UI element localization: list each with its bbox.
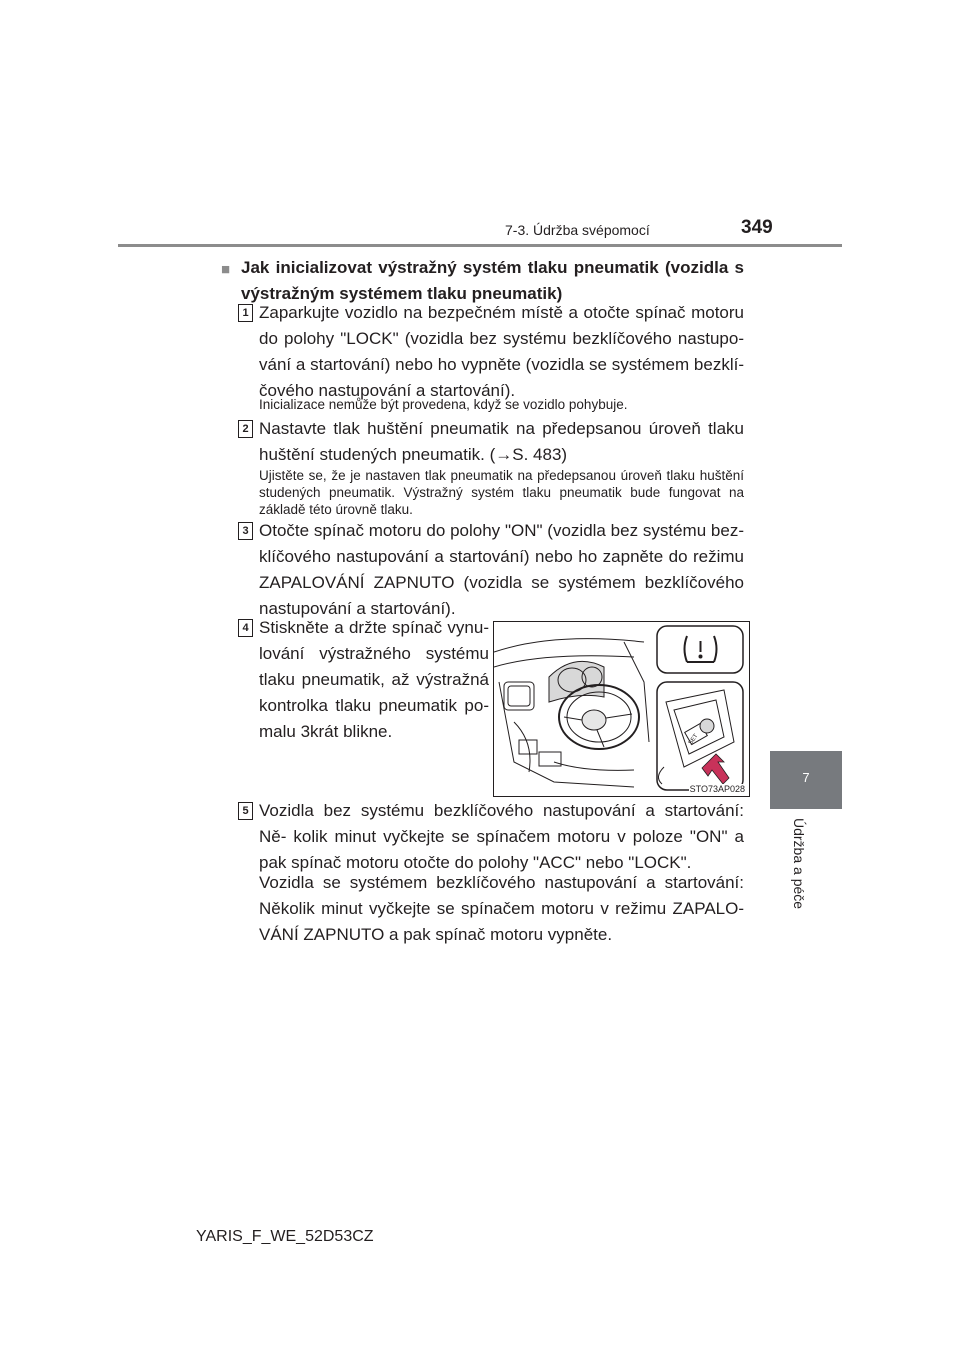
step-number-badge: 3 (238, 522, 253, 540)
step-text: Nastavte tlak huštění pneumatik na předepsanou úroveň tlaku huštění studených pneumatik. (→S. 483) (259, 419, 744, 464)
document-code: YARIS_F_WE_52D53CZ (196, 1228, 374, 1245)
step-number-badge: 5 (238, 802, 253, 820)
switch-label: SET (687, 733, 700, 747)
step-text: Vozidla bez systému bezklíčového nastupování a startování: Ně- kolik minut vyčkejte se spínačem motoru v poloze "ON" a pak spínač motoru otočte do polohy "ACC" nebo "LOCK". (259, 801, 744, 872)
running-header-section: 7-3. Údržba svépomocí (505, 222, 650, 238)
section-title: Jak inicializovat výstražný systém tlaku pneumatik (vozidla s výstražným systémem tlaku pneumatik) (241, 258, 744, 303)
page-number: 349 (741, 217, 773, 238)
figure-caption: STO73AP028 (689, 784, 745, 794)
step-note: Ujistěte se, že je nastaven tlak pneumatik na předepsanou úroveň tlaku huštění studených pneumatik. Výstražný systém tlaku pneumatik bude fungovat na základě této úrovně tlaku. (259, 468, 744, 517)
step-number-badge: 4 (238, 619, 253, 637)
step-text: Stiskněte a držte spínač vynu- lování výstražného systému tlaku pneumatik, až výstražná kontrolka tlaku pneumatik po- malu 3krát blikne. (259, 618, 489, 741)
step-text: Zaparkujte vozidlo na bezpečném místě a otočte spínač motoru do polohy "LOCK" (vozidla bez systému bezklíčového nastupo- vání a startování) nebo ho vypněte (vozidla se systémem bezklí- čového nastupování a startování). (259, 303, 744, 400)
chapter-number: 7 (802, 770, 810, 785)
step-number-badge: 2 (238, 420, 253, 438)
header-divider (118, 244, 842, 247)
step-text: Otočte spínač motoru do polohy "ON" (vozidla bez systému bez- klíčového nastupování a startování) nebo ho zapněte do režimu ZAPALOVÁNÍ ZAPNUTO (vozidla se systémem bezklíčového nastupování a startování). (259, 521, 744, 618)
dashboard-drawing (494, 622, 749, 796)
step-number-badge: 1 (238, 304, 253, 322)
dashboard-illustration (493, 621, 750, 797)
chapter-title: Údržba a péče (791, 818, 807, 910)
section-marker: ■ (221, 261, 231, 278)
chapter-title-vertical (789, 818, 809, 918)
step-text-continued: Vozidla se systémem bezklíčového nastupování a startování: Několik minut vyčkejte se spínačem motoru v režimu ZAPALO- VÁNÍ ZAPNUTO a pak spínač motoru vypněte. (259, 873, 744, 944)
step-note: Inicializace nemůže být provedena, když se vozidlo pohybuje. (259, 397, 628, 412)
